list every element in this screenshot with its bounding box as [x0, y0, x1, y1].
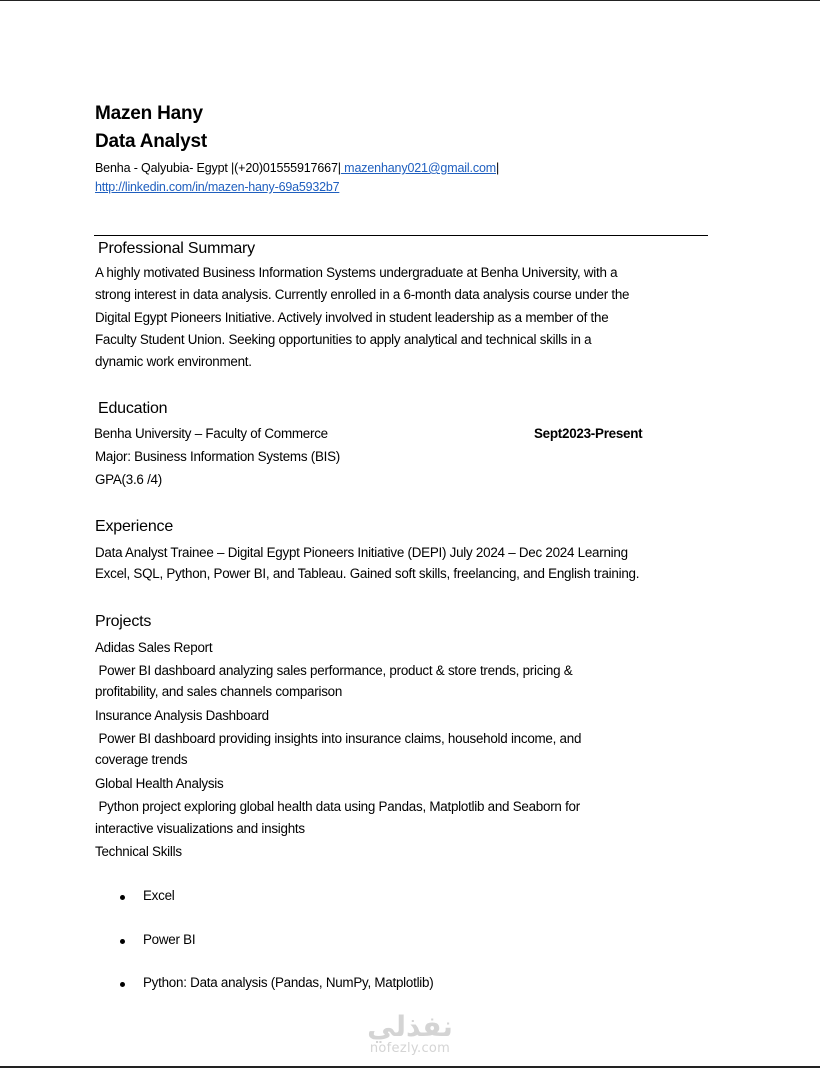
education-heading: Education [98, 400, 168, 417]
summary-line: strong interest in data analysis. Currently enrolled in a 6-month data analysis course under the [95, 287, 630, 302]
project-title: Global Health Analysis [95, 776, 224, 791]
watermark-latin-text: nofezly.com [369, 1041, 451, 1056]
skill-label: Python [143, 975, 184, 990]
education-gpa: GPA(3.6 /4) [95, 472, 162, 487]
bullet-icon [120, 982, 125, 987]
summary-line: Digital Egypt Pioneers Initiative. Actively involved in student leadership as a member of the [95, 310, 609, 325]
skill-detail: : Data analysis (Pandas, NumPy, Matplotlib) [183, 975, 434, 990]
linkedin-link[interactable]: http://linkedin.com/in/mazen-hany-69a5932b7 [95, 180, 340, 194]
bullet-icon [120, 895, 125, 900]
summary-line: dynamic work environment. [95, 354, 252, 369]
nofezly-watermark [360, 1012, 460, 1068]
summary-line [95, 265, 708, 280]
summary-line: Faculty Student Union. Seeking opportunities to apply analytical and technical skills in a [95, 332, 592, 347]
project-description: interactive visualizations and insights [95, 821, 305, 836]
page-top-border [0, 0, 820, 1]
project-description: Python project exploring global health data using Pandas, Matplotlib and Seaborn for [95, 799, 580, 814]
education-major: Major: Business Information Systems (BIS) [95, 449, 340, 464]
summary-line-text: A highly motivated Business Information Systems undergraduate at Benha University, with a [95, 265, 618, 280]
contact-line [95, 161, 499, 175]
project-title: Insurance Analysis Dashboard [95, 708, 269, 723]
project-description: Power BI dashboard providing insights into insurance claims, household income, and [95, 731, 582, 746]
experience-line: Excel, SQL, Python, Power BI, and Tableau. Gained soft skills, freelancing, and English training. [95, 566, 640, 581]
skill-label: Excel [143, 888, 175, 903]
bullet-icon [120, 939, 125, 944]
skill-item [143, 888, 175, 903]
experience-heading: Experience [95, 518, 174, 535]
skills-heading: Technical Skills [95, 844, 182, 859]
header-divider [94, 235, 708, 236]
project-description: profitability, and sales channels comparison [95, 684, 343, 699]
summary-heading: Professional Summary [98, 240, 255, 257]
candidate-name: Mazen Hany [95, 103, 203, 124]
project-description: Power BI dashboard analyzing sales performance, product & store trends, pricing & [95, 663, 573, 678]
education-dates: Sept2023-Present [534, 426, 643, 441]
project-title: Adidas Sales Report [95, 640, 213, 655]
email-separator: | [496, 161, 500, 175]
project-description: coverage trends [95, 752, 188, 767]
projects-heading: Projects [95, 613, 152, 630]
skill-item [143, 975, 433, 990]
location-phone: Benha - Qalyubia- Egypt |(+20)01555917667| [95, 161, 341, 175]
education-institution: Benha University – Faculty of Commerce [94, 426, 328, 441]
skill-label: Power BI [143, 932, 196, 947]
candidate-title: Data Analyst [95, 131, 207, 152]
skill-item [143, 932, 195, 947]
watermark-arabic-text: نفذلي [367, 1010, 453, 1043]
experience-line: Data Analyst Trainee – Digital Egypt Pioneers Initiative (DEPI) July 2024 – Dec 2024 Learning [95, 545, 628, 560]
email-link[interactable]: mazenhany021@gmail.com [340, 161, 497, 175]
